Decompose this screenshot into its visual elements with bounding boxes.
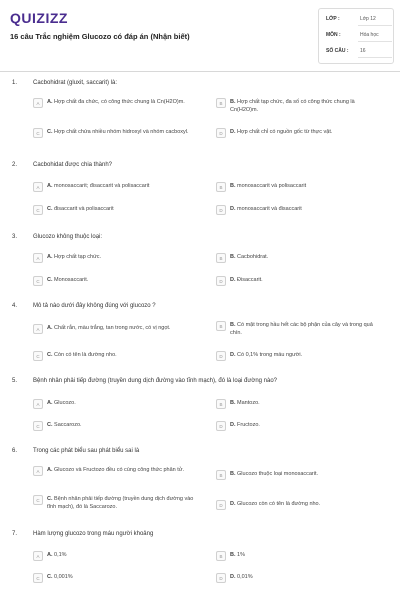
option-letter: A. [47, 400, 53, 406]
option-b[interactable] [216, 470, 386, 484]
option-text-wrap [47, 422, 197, 430]
option-text-wrap [47, 552, 197, 560]
option-c[interactable] [33, 495, 203, 509]
option-text: Monosaccarit. [54, 277, 89, 283]
option-letter: B. [230, 322, 236, 328]
option-badge: C [33, 495, 43, 505]
option-text: Hợp chất chứa nhiều nhóm hidroxyl và nhóm cacboxyl. [54, 129, 189, 135]
option-text: Có 0,1% trong máu người. [237, 352, 303, 358]
option-text: Còn có tên là đường nho. [54, 352, 117, 358]
question-number: 5. [12, 378, 18, 384]
info-row-subject [326, 32, 394, 46]
option-letter: B. [230, 400, 236, 406]
option-text: Hợp chất tạp chức. [54, 254, 102, 260]
option-c[interactable] [33, 205, 203, 219]
option-text: Hợp chất tạp chức, đa số có công thức chung là Cn(H2O)m. [230, 99, 355, 113]
option-badge: C [33, 276, 43, 286]
question-text: Hàm lượng glucozo trong máu người khoảng [33, 531, 154, 537]
option-letter: B. [230, 254, 236, 260]
option-text-wrap [47, 496, 197, 511]
option-d[interactable] [216, 573, 386, 587]
info-underline [358, 25, 392, 26]
option-letter: B. [230, 552, 236, 558]
option-a[interactable] [33, 98, 203, 112]
option-text-wrap [230, 183, 380, 191]
option-b[interactable] [216, 321, 386, 335]
question-text: Cacbohidat được chia thành? [33, 162, 113, 168]
option-d[interactable] [216, 351, 386, 365]
option-badge: A [33, 253, 43, 263]
option-letter: B. [230, 471, 236, 477]
info-value: Lớp 12 [360, 16, 376, 22]
info-row-count [326, 48, 394, 62]
option-text-wrap [230, 277, 380, 285]
quizizz-logo: QUIZIZZ [10, 10, 68, 26]
option-text-wrap [230, 322, 380, 337]
option-a[interactable] [33, 466, 203, 480]
option-a[interactable] [33, 399, 203, 413]
option-badge: D [216, 500, 226, 510]
option-d[interactable] [216, 276, 386, 290]
option-text: Chất rắn, màu trắng, tan trong nước, có vị ngọt. [54, 325, 171, 331]
option-text: đisaccarit và polisaccarit [54, 206, 114, 212]
option-text: Glucozo còn có tên là đường nho. [237, 501, 321, 507]
question-text: Glucozo không thuộc loại: [33, 234, 103, 240]
option-a[interactable] [33, 182, 203, 196]
question-text: Trong các phát biểu sau phát biểu sai là [33, 448, 140, 454]
info-value: 16 [360, 48, 366, 54]
info-underline [358, 57, 392, 58]
worksheet-info-box [318, 8, 394, 64]
option-letter: A. [47, 254, 53, 260]
option-letter: C. [47, 277, 53, 283]
option-badge: B [216, 551, 226, 561]
option-text: Saccarozo. [54, 422, 82, 428]
option-text-wrap [230, 129, 380, 137]
info-row-class [326, 16, 394, 30]
option-badge: D [216, 421, 226, 431]
option-text: 1% [237, 552, 245, 558]
question-text: Cacbohidrat (gluxit, saccarit) là: [33, 80, 118, 86]
option-letter: D. [230, 129, 236, 135]
option-text-wrap [47, 467, 197, 475]
option-letter: D. [230, 277, 236, 283]
option-a[interactable] [33, 253, 203, 267]
option-badge: B [216, 321, 226, 331]
question-number: 6. [12, 448, 18, 454]
option-text-wrap [230, 206, 380, 214]
option-badge: D [216, 128, 226, 138]
option-text: 0,001% [54, 574, 73, 580]
option-badge: B [216, 253, 226, 263]
option-text: Glucozo thuộc loại monosaccarit. [237, 471, 319, 477]
worksheet-header [0, 0, 400, 72]
option-letter: B. [230, 99, 236, 105]
option-letter: B. [230, 183, 236, 189]
option-c[interactable] [33, 128, 203, 142]
option-letter: C. [47, 129, 53, 135]
option-badge: D [216, 573, 226, 583]
option-d[interactable] [216, 128, 386, 142]
info-value: Hóa học [360, 32, 379, 38]
option-text-wrap [47, 574, 197, 582]
option-text-wrap [230, 99, 380, 114]
option-text: Glucozo và Fructozo đều có cùng công thức phân tử. [54, 467, 184, 473]
option-c[interactable] [33, 421, 203, 435]
option-d[interactable] [216, 421, 386, 435]
option-badge: C [33, 573, 43, 583]
option-d[interactable] [216, 500, 386, 514]
option-text-wrap [230, 400, 380, 408]
option-text-wrap [47, 206, 197, 214]
question-text: Bệnh nhân phải tiếp đường (truyền dung dịch đường vào tĩnh mạch), đó là loại đường nào? [33, 378, 278, 384]
option-badge: A [33, 98, 43, 108]
option-text-wrap [230, 352, 380, 360]
option-c[interactable] [33, 573, 203, 587]
option-letter: A. [47, 325, 53, 331]
question-text: Mô tả nào dưới đây không đúng với glucozo ? [33, 303, 156, 309]
option-text: Mantozo. [237, 400, 260, 406]
option-text-wrap [47, 400, 197, 408]
option-letter: D. [230, 206, 236, 212]
option-text-wrap [47, 183, 197, 191]
option-a[interactable] [33, 551, 203, 565]
option-text-wrap [230, 422, 380, 430]
option-b[interactable] [216, 551, 386, 565]
option-text: monosaccarit; đisaccarit và polisaccarit [54, 183, 150, 189]
option-badge: C [33, 128, 43, 138]
option-text: monosaccarit và polisaccarit [237, 183, 307, 189]
option-text: Glucozo. [54, 400, 76, 406]
option-letter: A. [47, 99, 53, 105]
info-underline [358, 41, 392, 42]
option-text: Hợp chất đa chức, có công thức chung là Cn(H2O)m. [54, 99, 185, 105]
option-letter: D. [230, 574, 236, 580]
option-badge: A [33, 182, 43, 192]
option-letter: A. [47, 467, 53, 473]
option-letter: C. [47, 574, 53, 580]
option-text: 0,01% [237, 574, 253, 580]
question-number: 7. [12, 531, 18, 537]
option-badge: C [33, 351, 43, 361]
option-text-wrap [230, 501, 380, 509]
option-text-wrap [230, 471, 380, 479]
option-text: Hợp chất chỉ có nguồn gốc từ thực vật. [237, 129, 333, 135]
option-badge: C [33, 205, 43, 215]
option-badge: A [33, 399, 43, 409]
option-badge: A [33, 466, 43, 476]
option-letter: C. [47, 352, 53, 358]
info-label: MÔN : [326, 32, 341, 38]
option-text-wrap [230, 254, 380, 262]
option-letter: D. [230, 352, 236, 358]
option-badge: C [33, 421, 43, 431]
option-letter: D. [230, 501, 236, 507]
option-b[interactable] [216, 253, 386, 267]
page-title: 16 câu Trắc nghiệm Glucozo có đáp án (Nhận biết) [10, 32, 190, 41]
option-text-wrap [47, 277, 197, 285]
option-letter: C. [47, 422, 53, 428]
option-letter: D. [230, 422, 236, 428]
option-b[interactable] [216, 98, 386, 112]
option-c[interactable] [33, 351, 203, 365]
option-text: Có mặt trong hầu hết các bộ phận của cây và trong quả chín. [230, 322, 373, 336]
option-a[interactable] [33, 324, 203, 338]
option-text-wrap [47, 254, 197, 262]
info-label: LỚP : [326, 16, 340, 22]
option-text-wrap [47, 325, 197, 333]
option-letter: A. [47, 183, 53, 189]
option-badge: B [216, 182, 226, 192]
option-letter: A. [47, 552, 53, 558]
option-badge: A [33, 551, 43, 561]
option-letter: C. [47, 496, 53, 502]
option-text: Bệnh nhân phải tiếp đường (truyền dung dịch đường vào tĩnh mạch), đó là Saccarozo. [47, 496, 194, 510]
option-b[interactable] [216, 399, 386, 413]
question-number: 3. [12, 234, 18, 240]
question-number: 1. [12, 80, 18, 86]
info-label: SỐ CÂU : [326, 48, 349, 54]
option-text: Cacbohidrat. [237, 254, 269, 260]
option-text-wrap [230, 574, 380, 582]
option-badge: B [216, 98, 226, 108]
option-text: 0,1% [54, 552, 67, 558]
option-text-wrap [47, 129, 197, 137]
option-badge: D [216, 205, 226, 215]
option-badge: B [216, 399, 226, 409]
option-badge: D [216, 276, 226, 286]
option-badge: D [216, 351, 226, 361]
option-c[interactable] [33, 276, 203, 290]
question-number: 2. [12, 162, 18, 168]
option-badge: B [216, 470, 226, 480]
option-letter: C. [47, 206, 53, 212]
option-d[interactable] [216, 205, 386, 219]
option-text: Đisaccarit. [237, 277, 263, 283]
option-text: monosaccarit và đisaccarit [237, 206, 302, 212]
option-text-wrap [47, 352, 197, 360]
option-text: Fructozo. [237, 422, 260, 428]
option-text-wrap [230, 552, 380, 560]
question-number: 4. [12, 303, 18, 309]
option-badge: A [33, 324, 43, 334]
option-text-wrap [47, 99, 197, 107]
option-b[interactable] [216, 182, 386, 196]
